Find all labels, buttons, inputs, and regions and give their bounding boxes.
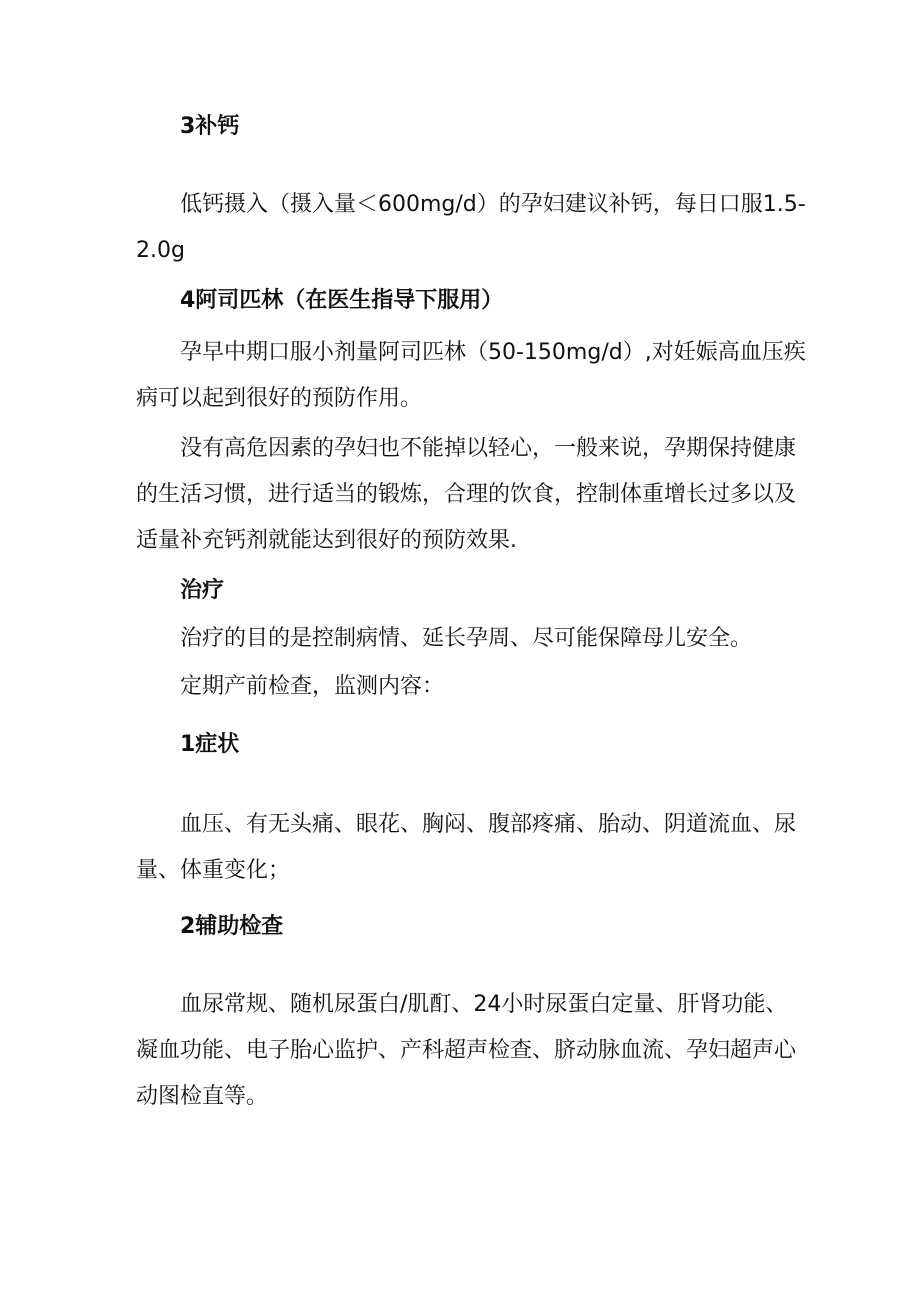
paragraph-line: 动图检直等。 <box>136 1084 269 1109</box>
paragraph-low-risk-prevention <box>136 426 797 564</box>
paragraph-line: 低钙摄入（摄入量＜600mg/d）的孕妇建议补钙，每日口服1.5- <box>180 192 806 217</box>
paragraph-symptoms <box>136 802 797 894</box>
section-heading-treatment: 治疗 <box>180 578 225 603</box>
paragraph-treatment-goal: 治疗的目的是控制病情、延长孕周、尽可能保障母儿安全。 <box>180 626 753 651</box>
paragraph-line: 凝血功能、电子胎心监护、产科超声检查、脐动脉血流、孕妇超声心 <box>136 1038 797 1063</box>
paragraph-line: 没有高危因素的孕妇也不能掉以轻心，一般来说，孕期保持健康 <box>180 436 797 461</box>
section-heading-auxiliary-exams: 2辅助检查 <box>180 914 284 939</box>
paragraph-aspirin <box>136 330 806 422</box>
paragraph-line: 孕早中期口服小剂量阿司匹林（50-150mg/d）,对妊娠高血压疾 <box>180 340 806 365</box>
section-heading-aspirin: 4阿司匹林（在医生指导下服用） <box>180 288 504 313</box>
paragraph-line: 量、体重变化； <box>136 858 291 883</box>
paragraph-calcium <box>136 182 806 274</box>
paragraph-line: 血尿常规、随机尿蛋白/肌酊、24小时尿蛋白定量、肝肾功能、 <box>180 992 788 1017</box>
paragraph-line: 病可以起到很好的预防作用。 <box>136 386 423 411</box>
paragraph-line: 血压、有无头痛、眼花、胸闷、腹部疼痛、胎动、阴道流血、尿 <box>180 812 797 837</box>
paragraph-line: 适量补充钙剂就能达到很好的预防效果. <box>136 528 517 553</box>
paragraph-auxiliary-exams <box>136 982 797 1120</box>
section-heading-symptoms: 1症状 <box>180 732 240 757</box>
paragraph-line: 2.0g <box>136 238 185 263</box>
paragraph-line: 的生活习惯，进行适当的锻炼，合理的饮食，控制体重增长过多以及 <box>136 482 797 507</box>
section-heading-calcium: 3补钙 <box>180 114 240 139</box>
paragraph-monitoring-intro: 定期产前检查，监测内容： <box>180 674 445 699</box>
